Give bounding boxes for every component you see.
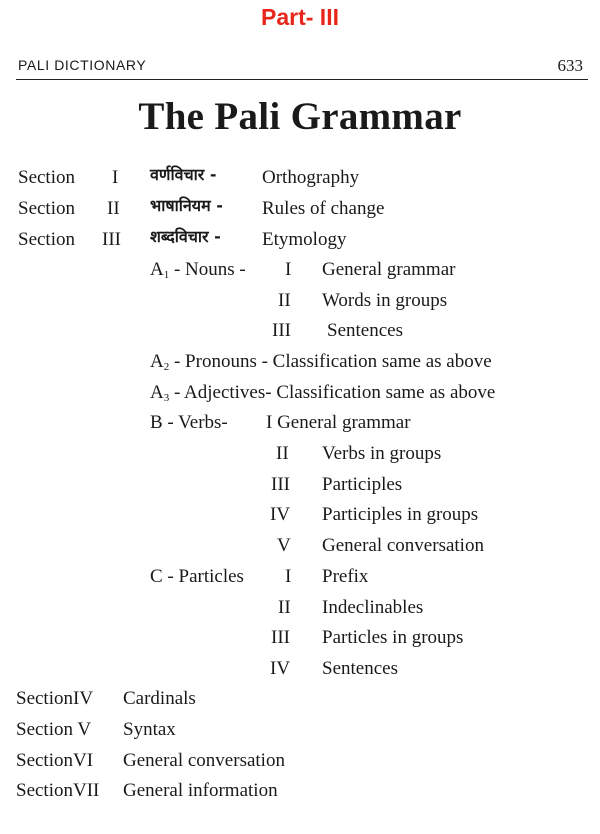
- section-hindi-term: शब्दविचार -: [150, 227, 221, 246]
- nouns-heading: [150, 260, 246, 279]
- verbs-item-text: General conversation: [322, 535, 484, 556]
- section-label: Section V: [16, 719, 92, 740]
- section-number: I: [112, 167, 119, 188]
- section-number: III: [102, 229, 121, 250]
- page-number: 633: [557, 56, 583, 75]
- verbs-first-item: I General grammar: [266, 412, 411, 433]
- nouns-prefix: A: [150, 259, 164, 280]
- verbs-item-text: Participles in groups: [322, 504, 479, 525]
- particles-item-number: IV: [270, 658, 291, 679]
- particles-item-text: Particles in groups: [322, 627, 464, 648]
- section-hindi-term: भाषानियम -: [150, 196, 223, 215]
- section-label: Section: [18, 167, 75, 188]
- section-label: SectionIV: [16, 688, 94, 709]
- nouns-item-number: II: [278, 290, 291, 311]
- section-english-term: General conversation: [123, 750, 285, 771]
- nouns-item-number: I: [285, 259, 292, 280]
- verbs-item-number: II: [276, 443, 289, 464]
- verbs-item-text: Participles: [322, 474, 403, 495]
- particles-label: C - Particles: [150, 566, 244, 587]
- verbs-item-number: IV: [270, 504, 291, 525]
- pronouns-text: - Pronouns - Classification same as above: [173, 351, 492, 372]
- section-label: SectionVII: [16, 780, 100, 801]
- verbs-item-number: V: [277, 535, 291, 556]
- pronouns-line: [150, 352, 492, 371]
- adjectives-prefix: A: [150, 382, 164, 403]
- section-label: Section: [18, 198, 75, 219]
- section-label: SectionVI: [16, 750, 94, 771]
- verbs-label: B - Verbs-: [150, 412, 228, 433]
- section-number: II: [107, 198, 120, 219]
- nouns-subscript: 1: [163, 269, 170, 281]
- nouns-item-text: General grammar: [322, 259, 456, 280]
- section-label: Section: [18, 229, 75, 250]
- section-hindi-term: वर्णविचार -: [150, 165, 217, 184]
- nouns-item-text: Sentences: [327, 320, 403, 341]
- particles-item-number: I: [285, 566, 292, 587]
- section-english-term: Cardinals: [123, 688, 196, 709]
- section-english-term: Rules of change: [262, 198, 385, 219]
- nouns-item-number: III: [272, 320, 291, 341]
- particles-item-text: Indeclinables: [322, 597, 424, 618]
- nouns-label: - Nouns -: [173, 259, 246, 280]
- header-rule: [16, 79, 588, 80]
- particles-item-text: Sentences: [322, 658, 398, 679]
- particles-item-number: III: [271, 627, 290, 648]
- section-english-term: Orthography: [262, 167, 360, 188]
- section-english-term: Etymology: [262, 229, 347, 250]
- section-english-term: Syntax: [123, 719, 176, 740]
- page-title: The Pali Grammar: [138, 95, 462, 138]
- particles-item-text: Prefix: [322, 566, 369, 587]
- particles-item-number: II: [278, 597, 291, 618]
- nouns-item-text: Words in groups: [322, 290, 448, 311]
- adjectives-subscript: 3: [163, 392, 170, 404]
- verbs-item-text: Verbs in groups: [322, 443, 442, 464]
- section-english-term: General information: [123, 780, 278, 801]
- running-header-title: PALI DICTIONARY: [18, 57, 147, 73]
- pronouns-subscript: 2: [163, 361, 170, 373]
- adjectives-line: [150, 383, 495, 402]
- verbs-item-number: III: [271, 474, 290, 495]
- adjectives-text: - Adjectives- Classification same as above: [173, 382, 496, 403]
- pronouns-prefix: A: [150, 351, 164, 372]
- part-label: Part- III: [261, 4, 339, 30]
